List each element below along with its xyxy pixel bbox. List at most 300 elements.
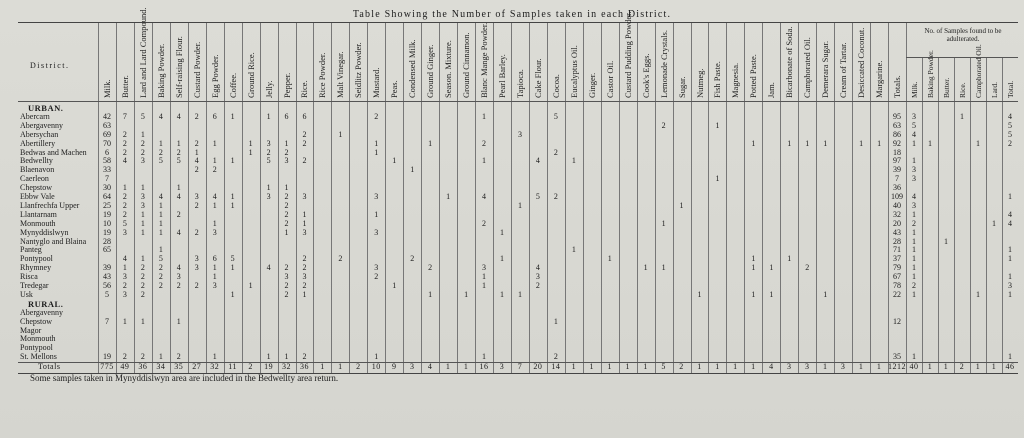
table-cell: 1 [140, 228, 145, 237]
table-cell: 19 [102, 228, 111, 237]
column-header: Custard Powder. [191, 41, 202, 98]
table-cell: 1 [769, 264, 774, 273]
table-cell: 3 [482, 264, 487, 273]
table-cell: 10 [102, 219, 111, 228]
table-row [18, 273, 1018, 281]
table-cell: 56 [102, 282, 111, 290]
district-name: Rhymney [20, 264, 52, 273]
adulterated-cell: 1 [992, 219, 996, 228]
table-cell: 2 [194, 112, 199, 121]
table-cell: 3 [140, 201, 145, 210]
table-cell: 2 [338, 255, 343, 264]
table-cell: 1 [230, 157, 235, 166]
table-cell: 79 [893, 264, 902, 273]
table-cell: 1 [338, 130, 343, 139]
table-cell: 42 [102, 112, 111, 121]
district-name: Bedwas and Machen [20, 148, 87, 157]
table-cell: 2 [284, 219, 289, 228]
table-cell: 1 [284, 353, 289, 362]
table-cell: 1 [571, 363, 577, 372]
table-cell: 20 [533, 363, 543, 372]
district-name: Blaenavon [20, 166, 55, 175]
column-header: Mustard. [371, 67, 382, 98]
table-cell: 3 [787, 363, 792, 372]
table-cell: 2 [122, 139, 127, 148]
table-cell: 1 [500, 290, 504, 299]
adulterated-cell: 2 [1008, 139, 1012, 148]
table-cell: 69 [102, 130, 111, 139]
table-cell: 1 [482, 157, 487, 166]
column-header: Blanc Mange Powder. [479, 22, 490, 98]
table-row [18, 166, 1018, 174]
table-cell: 1 [428, 139, 433, 148]
table-cell: 1 [482, 273, 487, 282]
adulterated-cell: 1 [912, 157, 916, 166]
adulterated-cell: 1 [976, 290, 980, 299]
table-cell: 1 [822, 363, 828, 372]
adulterated-cell: 3 [1008, 282, 1012, 290]
table-cell: 11 [228, 363, 237, 372]
district-name: Abersychan [20, 130, 59, 139]
table-cell: 2 [356, 363, 361, 372]
adulterated-cell: 1 [976, 139, 980, 148]
table-cell: 2 [194, 166, 199, 175]
table-cell: 1 [230, 112, 235, 121]
column-header: Ground Ginger. [425, 44, 436, 98]
table-cell: 1 [374, 210, 379, 219]
column-header: Malt Vinegar. [335, 51, 346, 98]
adulterated-cell: 1 [943, 363, 949, 372]
table-cell: 43 [893, 228, 902, 237]
table-cell: 1 [607, 363, 612, 372]
table-cell: 1 [122, 317, 127, 326]
column-header: Pearl Barley. [497, 54, 507, 98]
column-header: Cocoa. [550, 74, 561, 98]
table-cell: 109 [891, 193, 904, 201]
table-cell: 1 [625, 363, 630, 372]
table-row [18, 353, 1018, 361]
district-name: Abercarn [20, 112, 50, 121]
table-cell: 1 [517, 290, 522, 299]
table-cell: 1 [140, 210, 145, 219]
table-row [18, 113, 1018, 121]
table-cell: 2 [122, 201, 127, 210]
table-cell: 5 [553, 112, 558, 121]
table-cell: 2 [122, 353, 127, 362]
table-cell: 1 [122, 184, 127, 193]
table-cell: 2 [661, 121, 666, 130]
column-header: Cook's Eggs. [640, 53, 651, 98]
table-cell: 2 [374, 112, 379, 121]
district-name: Mynyddislwyn [20, 228, 69, 237]
column-header: Margarine. [874, 60, 885, 98]
district-name: Monmouth [20, 335, 56, 344]
table-cell: 4 [482, 193, 487, 201]
table-cell: 3 [212, 228, 217, 237]
table-cell: 71 [893, 246, 902, 255]
table-cell: 3 [212, 282, 217, 290]
table-cell: 16 [479, 363, 489, 372]
table-cell: 2 [122, 193, 127, 201]
district-name: Llanfrechfa Upper [20, 201, 80, 210]
adulterated-cell: 1 [912, 353, 916, 362]
table-row [18, 220, 1018, 228]
table-cell: 1 [212, 353, 217, 362]
table-cell: 2 [140, 353, 145, 362]
district-name: Monmouth [20, 219, 56, 228]
table-cell: 1 [589, 363, 595, 372]
adulterated-column-header: Butter. [942, 77, 951, 98]
table-row [18, 246, 1018, 254]
adulterated-cell: 40 [909, 363, 919, 372]
table-cell: 1 [858, 363, 864, 372]
district-name: Chepstow [20, 317, 52, 326]
table-cell: 3 [194, 264, 199, 273]
table-row [18, 229, 1018, 237]
district-name: Llantarnam [20, 210, 57, 219]
table-cell: 1 [482, 353, 487, 362]
adulterated-header: No. of Samples found to be adulterated. [924, 27, 1002, 43]
table-cell: 1 [697, 290, 702, 299]
table-cell: 63 [102, 121, 111, 130]
table-cell: 32 [893, 210, 902, 219]
table-cell: 1 [661, 219, 666, 228]
table-cell: 1 [212, 264, 217, 273]
adulterated-cell: 5 [912, 121, 916, 130]
table-cell: 2 [158, 264, 163, 273]
table-cell: 4 [176, 112, 181, 121]
table-cell: 1 [751, 139, 756, 148]
adulterated-cell: 3 [912, 166, 916, 175]
column-header: Bicarbonate of Soda. [784, 26, 795, 98]
table-cell: 2 [679, 363, 684, 372]
table-cell: 2 [284, 201, 289, 210]
table-row [18, 149, 1018, 157]
adulterated-cell: 1 [1008, 353, 1012, 362]
adulterated-cell: 1 [912, 290, 916, 299]
column-header: Rice Powder. [317, 52, 328, 98]
table-cell: 1 [212, 157, 217, 166]
table-cell: 1 [158, 201, 163, 210]
table-cell: 1 [158, 210, 163, 219]
table-cell: 1 [697, 363, 702, 372]
table-cell: 5 [266, 157, 271, 166]
adulterated-cell: 4 [912, 193, 916, 201]
table-cell: 78 [893, 282, 902, 290]
adulterated-cell: 1 [991, 363, 997, 372]
adulterated-column-header: Milk. [910, 81, 919, 98]
table-cell: 1 [500, 228, 504, 237]
table-cell: 2 [176, 282, 181, 290]
table-cell: 2 [140, 273, 145, 282]
table-cell: 40 [893, 201, 902, 210]
table-cell: 2 [212, 166, 217, 175]
table-cell: 3 [140, 157, 145, 166]
table-cell: 6 [212, 112, 217, 121]
table-cell: 1 [446, 193, 451, 201]
table-cell: 9 [392, 363, 397, 372]
table-cell: 2 [284, 148, 289, 157]
table-cell: 4 [176, 264, 181, 273]
table-cell: 3 [140, 193, 145, 201]
table-cell: 2 [302, 139, 307, 148]
table-cell: 1 [302, 290, 307, 299]
table-cell: 1 [284, 228, 289, 237]
table-title: Table Showing the Number of Samples taken in each District. [352, 9, 672, 20]
table-cell: 63 [893, 121, 902, 130]
table-cell: 1 [769, 290, 774, 299]
column-header: Camphorated Oil. [802, 37, 813, 98]
column-header: Butter. [119, 75, 130, 98]
table-cell: 10 [371, 363, 381, 372]
table-cell: 1 [176, 139, 181, 148]
table-cell: 1 [176, 317, 181, 326]
district-name: Abergavenny [20, 121, 63, 130]
column-header: Ground Rice. [245, 52, 256, 98]
district-name: Tredegar [20, 282, 49, 290]
column-header: Nutmeg. [694, 68, 705, 98]
table-cell: 36 [893, 184, 902, 193]
table-cell: 1 [230, 201, 235, 210]
table-cell: 1 [140, 219, 145, 228]
table-row [18, 309, 1018, 317]
table-cell: 775 [100, 363, 114, 372]
table-cell: 1 [230, 290, 235, 299]
table-cell: 3 [804, 363, 810, 372]
table-cell: 5 [158, 255, 163, 264]
table-cell: 1 [445, 363, 451, 372]
table-cell: 4 [212, 193, 217, 201]
table-cell: 12 [893, 317, 902, 326]
table-cell: 4 [176, 193, 181, 201]
table-cell: 28 [893, 237, 902, 246]
table-row [18, 140, 1018, 148]
table-cell: 1 [248, 148, 253, 157]
table-cell: 2 [410, 255, 415, 264]
table-cell: 2 [302, 282, 307, 290]
table-cell: 2 [176, 353, 181, 362]
table-cell: 3 [122, 290, 127, 299]
table-cell: 2 [535, 282, 540, 290]
section-label: URBAN. [28, 103, 64, 113]
table-cell: 3 [122, 273, 127, 282]
column-header: Tapioca. [514, 69, 525, 98]
table-cell: 25 [102, 201, 111, 210]
column-header: Baking Powder. [155, 43, 166, 98]
table-cell: 1 [284, 184, 289, 193]
adulterated-cell: 2 [912, 282, 916, 290]
table-cell: 2 [553, 193, 558, 201]
table-cell: 1 [374, 353, 379, 362]
adulterated-cell: 1 [975, 363, 981, 372]
table-cell: 2 [194, 201, 199, 210]
table-cell: 3 [284, 157, 289, 166]
column-header: Cake Flour. [532, 58, 543, 98]
adulterated-cell: 1 [928, 139, 932, 148]
table-cell: 65 [102, 246, 111, 255]
adulterated-cell: 1 [1008, 193, 1012, 201]
table-cell: 20 [893, 219, 902, 228]
table-cell: 3 [517, 130, 522, 139]
footnote: Some samples taken in Mynyddislwyn area are included in the Bedwellty area return. [30, 373, 339, 383]
table-cell: 1 [661, 264, 666, 273]
table-cell: 4 [194, 157, 199, 166]
table-cell: 4 [122, 255, 127, 264]
table-cell: 7 [517, 363, 523, 372]
table-cell: 35 [893, 353, 902, 362]
table-cell: 58 [102, 157, 111, 166]
table-cell: 2 [194, 282, 199, 290]
table-cell: 39 [893, 166, 902, 175]
table-cell: 5 [176, 157, 181, 166]
adulterated-column-header: Total. [1006, 80, 1015, 98]
column-header: Peas. [389, 80, 400, 98]
table-cell: 2 [140, 139, 145, 148]
totals-row [18, 363, 1018, 371]
table-cell: 4 [535, 157, 540, 166]
table-cell: 2 [176, 210, 181, 219]
table-cell: 1 [859, 139, 864, 148]
adulterated-column-header: Rice. [958, 82, 967, 98]
table-cell: 27 [192, 363, 202, 372]
table-cell: 1 [787, 255, 792, 264]
district-name: Usk [20, 290, 33, 299]
column-header: Milk. [101, 79, 112, 98]
table-cell: 37 [893, 255, 902, 264]
district-name: Magor [20, 326, 42, 335]
adulterated-cell: 1 [912, 246, 916, 255]
column-header: Lard and Lard Compound. [137, 7, 148, 98]
table-cell: 7 [122, 112, 127, 121]
table-row [18, 193, 1018, 201]
adulterated-cell: 3 [912, 201, 916, 210]
adulterated-cell: 2 [912, 219, 916, 228]
column-header: Self-raising Flour. [173, 36, 184, 98]
district-name: Bedwellty [20, 157, 53, 166]
district-name: Abergavenny [20, 308, 63, 317]
table-cell: 1 [392, 157, 397, 166]
table-cell: 4 [769, 363, 774, 372]
row-rule [18, 101, 1018, 102]
table-row [18, 335, 1018, 343]
column-header: Seidlitz Powder. [353, 42, 364, 98]
table-cell: 1 [158, 353, 163, 362]
table-cell: 1 [787, 139, 792, 148]
district-name: Abertillery [20, 139, 56, 148]
table-cell: 3 [194, 193, 199, 201]
table-cell: 97 [893, 157, 902, 166]
table-cell: 32 [210, 363, 220, 372]
table-cell: 3 [302, 193, 307, 201]
table-row [18, 344, 1018, 352]
table-cell: 1 [751, 264, 756, 273]
column-header: Condensed Milk. [407, 39, 418, 98]
adulterated-cell: 2 [959, 363, 965, 372]
table-cell: 2 [805, 264, 810, 273]
table-cell: 4 [535, 264, 540, 273]
table-row [18, 264, 1018, 272]
table-cell: 1 [374, 148, 379, 157]
table-cell: 3 [266, 193, 271, 201]
table-cell: 1 [428, 290, 433, 299]
adulterated-cell: 1 [912, 255, 916, 264]
table-cell: 2 [284, 282, 289, 290]
table-cell: 1 [643, 363, 648, 372]
section-label: RURAL. [28, 298, 64, 309]
column-header: Sugar. [676, 76, 687, 98]
column-header: Jelly. [263, 80, 274, 98]
table-cell: 1 [805, 139, 810, 148]
table-cell: 39 [102, 264, 111, 273]
district-name: St. Mellons [20, 353, 57, 362]
column-header: Custard Pudding Powder. [622, 11, 633, 98]
table-cell: 1 [751, 290, 756, 299]
table-row [18, 131, 1018, 139]
table-cell: 2 [374, 273, 379, 282]
adulterated-cell: 1 [912, 264, 916, 273]
table-cell: 3 [284, 273, 289, 282]
table-cell: 1 [733, 363, 738, 372]
table-cell: 4 [176, 228, 181, 237]
table-cell: 4 [158, 193, 163, 201]
table-cell: 2 [302, 255, 307, 264]
table-cell: 1 [823, 139, 828, 148]
column-header: Fish Paste. [712, 61, 723, 98]
district-name: Pontypool [20, 255, 53, 264]
table-cell: 6 [284, 112, 289, 121]
table-cell: 4 [266, 264, 271, 273]
table-cell: 5 [122, 219, 127, 228]
table-cell: 5 [661, 363, 666, 372]
table-cell: 3 [302, 273, 307, 282]
table-cell: 3 [840, 363, 846, 372]
table-cell: 1 [140, 184, 145, 193]
column-header: Lemonade Crystals. [658, 30, 669, 98]
table-cell: 1 [607, 255, 612, 264]
table-cell: 36 [138, 363, 148, 372]
table-cell: 2 [284, 193, 289, 201]
adulterated-cell: 1 [912, 228, 916, 237]
district-name: Totals [38, 363, 61, 372]
table-cell: 64 [102, 193, 111, 201]
column-header: Rice. [299, 80, 310, 98]
district-name: Panteg [20, 246, 42, 255]
table-cell: 30 [102, 184, 111, 193]
column-header: Pepper. [281, 72, 292, 98]
table-cell: 3 [122, 228, 127, 237]
table-cell: 1 [715, 363, 720, 372]
table-cell: 1 [338, 363, 343, 372]
table-cell: 3 [499, 363, 505, 372]
adulterated-cell: 4 [1008, 112, 1012, 121]
adulterated-cell: 1 [927, 363, 933, 372]
district-header: District. [30, 61, 70, 70]
table-cell: 1 [482, 282, 487, 290]
table-row [18, 238, 1018, 246]
table-cell: 1 [248, 282, 253, 290]
table-cell: 1 [464, 290, 469, 299]
table-cell: 1 [302, 219, 307, 228]
table-cell: 1 [392, 282, 397, 290]
table-cell: 1 [158, 139, 163, 148]
adulterated-column-header: Lard. [990, 81, 999, 98]
table-cell: 2 [302, 353, 307, 362]
table-cell: 2 [122, 282, 127, 290]
table-cell: 35 [174, 363, 184, 372]
table-cell: 3 [535, 273, 540, 282]
table-cell: 1 [230, 193, 235, 201]
adulterated-cell: 1 [1008, 246, 1012, 255]
